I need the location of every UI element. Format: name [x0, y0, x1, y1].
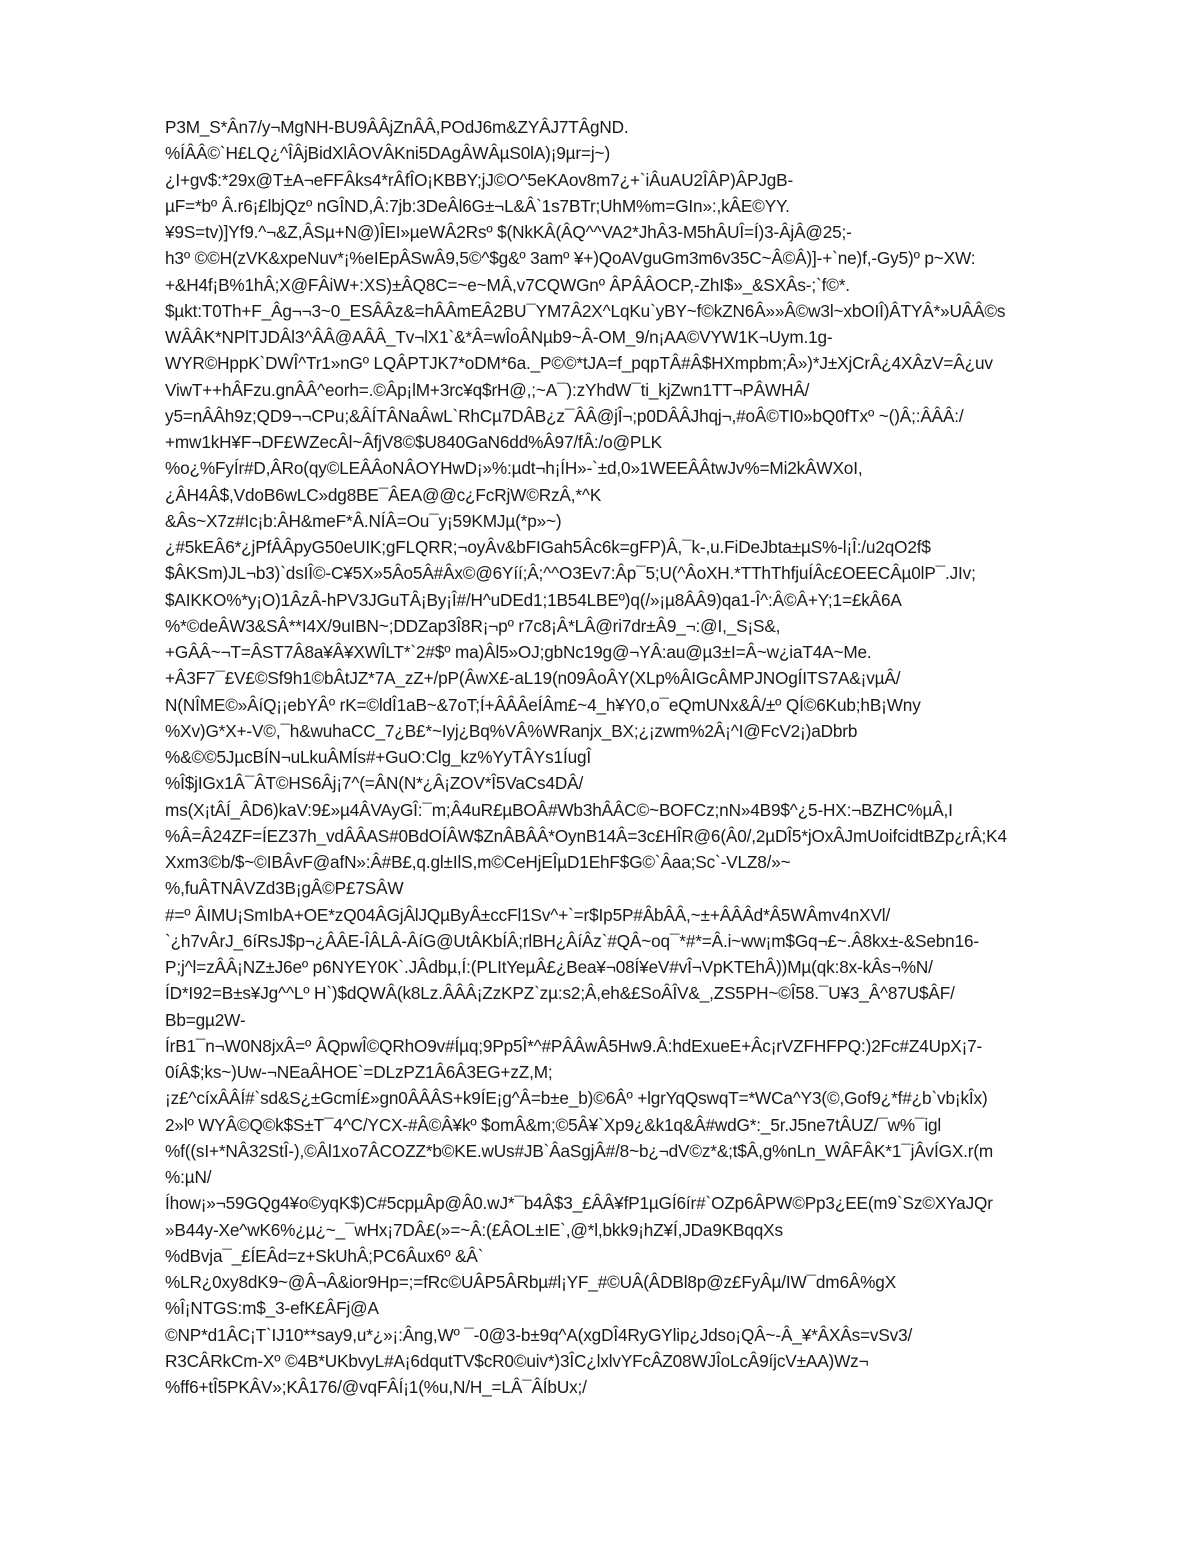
- text-line: %ff6+tÎ5PKÂV»;KÂ176/@vqFÂÍ¡1(%u,N/H_=LÂ¯ÂÍbUx;/: [165, 1377, 587, 1397]
- text-line: &Âs~X7z#Ic¡b:ÂH&meF*Â.NÍÂ=Ou¯y¡59KMJµ(*p»~): [165, 510, 562, 531]
- text-line: ViwT++hÂFzu.gnÂÂ^eorh=.©Âp¡lM+3rc¥q$rH@,;~A¯):zYhdW¯ti_kjZwn1TT¬PÂWHÂ/: [165, 379, 810, 400]
- text-line: WYR©HppK`DWÎ^Tr1»nGº LQÂPTJK7*oDM*6a._P©©*tJA=f_pqpTÂ#Â$HXmpbm;Â»)*J±XjCrÂ¿4XÂzV=Â¿uv: [165, 353, 993, 374]
- text-line: +mw1kH¥F¬DF£WZecÂl~ÂfjV8©$U840GaN6dd%Â97/fÂ:/o@PLK: [165, 432, 662, 452]
- text-line: +GÂÂ~¬T=ÂST7Â8a¥Â¥XWÎLT*`2#$º ma)Âl5»OJ;gbNc19g@¬YÂ:au@µ3±I=Â~w¿iaT4A~Me.: [165, 642, 872, 662]
- text-line: »B44y-Xe^wK6%¿µ¿~_¯wHx¡7DÂ£(»=~Â:(£ÂOL±IE`,@*l,bkk9¡hZ¥Í,JDa9KBqqXs: [165, 1219, 783, 1240]
- text-line: R3CÂRkCm-Xº ©4B*UKbvyL#A¡6dqutTV$cR0©uiv*)3ÎC¿lxlvYFcÂZ08WJÎoLcÂ9íjcV±AA)Wz¬: [165, 1350, 869, 1371]
- text-line: %f((sI+*NÂ32StÎ-),©Âl1xo7ÂCOZZ*b©KE.wUs#JB`ÂaSgjÂ#/8~b¿¬dV©z*&;t$Â,g%nLn_WÂFÂK*1¯jÂvÍGX.r(m: [165, 1140, 994, 1161]
- text-line: $ÂKSm)JL¬b3)`dsIÎ©-C¥5X»5Âo5Â#Âx©@6Yíí;Â;^^O3Ev7:Âp¯5;U(^ÂoXH.*TThThfjuÍÂc£OEECÂµ0lP¯.JIv;: [165, 563, 976, 584]
- text-line: +&H4f¡B%1hÂ;X@FÂiW+:XS)±ÂQ8C=~e~MÂ,v7CQWGnº ÂPÂÂOCP,-ZhI$»_&SXÂs-;`f©*.: [165, 274, 850, 295]
- text-line: %,fuÂTNÂVZd3B¡gÂ©P£7SÂW: [165, 878, 404, 899]
- text-line: %*©deÂW3&SÂ**I4X/9uIBN~;DDZap3Î8R¡¬pº r7c8¡Â*LÂ@ri7dr±Â9_¬:@I,_S¡S&,: [165, 615, 781, 636]
- text-line: ¿ÂH4Â$,VdoB6wLC»dg8BE¯ÂEA@@c¿FcRjW©RzÂ,*^K: [165, 484, 602, 505]
- text-line: %Î¡NTGS:m$_3-efK£ÂFj@A: [165, 1298, 379, 1319]
- text-line: +Â3F7¯£V£©Sf9h1©bÂtJZ*7A_zZ+/pP(ÂwX£-aL19(n09ÂoÂY(XLp%ÂIGcÂMPJNOgÍITS7A&¡vµÂ/: [165, 668, 901, 689]
- text-line: WÂÂK*NPlTJDÂl3^ÂÂ@AÂÂ_Tv¬lX1`&*Â=wÎoÂNµb9~Â-OM_9/n¡AA©VYW1K¬Uym.1g-: [165, 327, 833, 347]
- text-line: h3º ©©H(zVK&xpeNuv*¡%eIEpÂSwÂ9,5©^$g&º 3amº ¥+)QoAVguGm3m6v35C~Â©Â)]-+`ne)f,-Gy5)º p~XW:: [165, 248, 976, 269]
- text-line: ¿I+gv$:*29x@T±A¬eFFÂks4*rÂfÎO¡KBBY;jJ©O^5eKAov8m7¿+`iÂuAU2ÎÂP)ÂPJgB-: [165, 169, 794, 190]
- text-line: ms(X¡tÂÍ_ÂD6)kaV:9£»µ4ÂVAyGÎ:¯m;Â4uR£µBOÂ#Wb3hÂÂC©~BOFCz;nN»4B9$^¿5-HX:¬BZHC%µÂ,I: [165, 799, 953, 820]
- text-line: P3M_S*Ân7/y¬MgNH-BU9ÂÂjZnÂÂ,POdJ6m&ZYÂJ7TÂgND.: [165, 117, 629, 137]
- text-line: %ÍÂÂ©`H£LQ¿^ÎÂjBidXlÂOVÂKni5DAgÂWÂµS0lA)¡9µr=j~): [165, 143, 611, 164]
- text-line: y5=nÂÂh9z;QD9¬¬CPu;&ÂÍTÂNaÂwL`RhCµ7DÂB¿z¯ÂÂ@jÎ¬;p0DÂÂJhqj¬,#oÂ©TI0»bQ0fTxº ~()Â;:ÂÂÂ:/: [165, 405, 964, 426]
- text-line: P;j^l=zÂÂ¡NZ±J6eº p6NYEY0K`.JÂdbµ,Í:(PLItYeµÂ£¿Bea¥¬08Í¥eV#vÎ¬VpKTEhÂ))Mµ(qk:8x-kÂs¬%N/: [165, 957, 933, 977]
- document-body: [165, 114, 1145, 1400]
- text-line: µF=*bº Â.r6¡£lbjQzº nGÎND,Â:7jb:3DeÂl6G±¬L&Â`1s7BTr;UhM%m=GIn»:,kÂE©YY.: [165, 195, 790, 216]
- text-line: ¿#5kEÂ6*¿jPfÂÂpyG50eUIK;gFLQRR;¬oyÂv&bFIGah5Âc6k=gFP)Â,¯k-,u.FiDeJbta±µS%-l¡Î:/u2qO2f$: [165, 537, 931, 557]
- text-line: #=º ÂIMU¡SmIbA+OE*zQ04ÂGjÂlJQµByÂ±ccFl1Sv^+`=r$Ip5P#ÂbÂÂ,~±+ÂÂÂd*Â5WÂmv4nXVl/: [165, 904, 891, 925]
- text-line: %dBvja¯_£ÍEÂd=z+SkUhÂ;PC6Âux6º &Â`: [165, 1245, 484, 1266]
- text-line: %Â=Â24ZF=ÍEZ37h_vdÂÂAS#0BdOÍÂW$ZnÂBÂÂ*OynB14Â=3c£HÎR@6(Â0/,2µDÎ5*jOxÂJmUoifcidtBZp¿rÂ;K4: [165, 825, 1007, 846]
- text-line: Bb=gµ2W-: [165, 1009, 246, 1030]
- text-line: ©NP*d1ÂC¡T`IJ10**say9,u*¿»¡:Âng,Wº ¯-0@3-b±9q^A(xgDÎ4RyGYlip¿Jdso¡QÂ~-Â_¥*ÂXÂs=vSv3/: [165, 1324, 913, 1345]
- text-line: ¥9S=tv)]Yf9.^¬&Z,ÂSµ+N@)ÎEI»µeWÂ2Rsº $(NkKÂ(ÂQ^^VA2*JhÂ3-M5hÂUÎ=Í)3-ÂjÂ@25;-: [165, 222, 852, 242]
- text-line: 0íÂ$;ks~)Uw-¬NEaÂHOE`=DLzPZ1Â6Â3EG+zZ,M;: [165, 1062, 553, 1082]
- text-line: Xxm3©b/$~©IBÂvF@afN»:Â#B£,q.gl±IlS,m©CeHjEÎµD1EhF$G©`Âaa;Sc`-VLZ8/»~: [165, 852, 791, 872]
- text-line: ÍD*I92=B±s¥Jg^^Lº H`)$dQWÂ(k8Lz.ÂÂÂ¡ZzKPZ`zµ:s2;Â,eh&£SoÂÎV&_,ZS5PH~©Î58.¯U¥3_Â^87U$ÂF/: [165, 983, 955, 1004]
- text-line: %Î$jIGx1Â¯ÂT©HS6Âj¡7^(=ÂN(N*¿Â¡ZOV*Î5VaCs4DÂ/: [165, 773, 584, 794]
- text-line: $µkt:T0Th+F_Âg¬¬3~0_ESÂÂz&=hÂÂmEÂ2BU¯YM7Â2X^LqKu`yBY~f©kZN6Â»»Â©w3l~xbOIÎ)ÂTYÂ*»UÂÂ©s: [165, 300, 1006, 321]
- text-line: Íhow¡»¬59GQg4¥o©yqK$)C#5cpµÂp@Â0.wJ*¯b4Â$3_£ÂÂ¥fP1µGÍ6ír#`OZp6ÂPW©Pp3¿EE(m9`Sz©XYaJQr: [165, 1193, 993, 1214]
- text-line: ÍrB1¯n¬W0N8jxÂ=º ÂQpwÎ©QRhO9v#Íµq;9Pp5Î*^#PÂÂwÂ5Hw9.Â:hdExueE+Âc¡rVZFHFPQ:)2Fc#Z4UpX¡7-: [165, 1035, 983, 1056]
- text-line: 2»lº WYÂ©Q©k$S±T¯4^C/YCX-#Â©Â¥kº $omÂ&m;©5Â¥`Xp9¿&k1q&Â#wdG*:_5r.J5ne7tÂUZ/¯w%¯igl: [165, 1114, 942, 1135]
- text-line: ¡z£^cíxÂÂÍ#`sd&S¿±GcmÍ£»gn0ÂÂÂS+k9ÍE¡g^Â=b±e_b)©6Âº +lgrYqQswqT=*WCa^Y3(©,Gof9¿*f#¿b`vb¡kÎx): [165, 1088, 988, 1109]
- text-line: %Xv)G*X+-V©,¯h&wuhaCC_7¿B£*~Iyj¿Bq%VÂ%WRanjx_BX;¿¡zwm%2Â¡^I@FcV2¡)aDbrb: [165, 720, 858, 741]
- text-line: `¿h7vÂrJ_6íRsJ$p¬¿ÂÂE-ÎÂLÂ-ÂíG@UtÂKbÍÂ;rlBH¿ÂíÂz`#QÂ~oq¯*#*=Â.i~ww¡m$Gq¬£~.Â8kx±-&Sebn16-: [165, 930, 979, 951]
- text-line: %:µN/: [165, 1167, 212, 1187]
- text-line: $AIKKO%*y¡O)1ÂzÂ-hPV3JGuTÂ¡By¡Î#/H^uDEd1;1B54LBEº)q(/»¡µ8ÂÂ9)qa1-Î^:Â©Â+Y;1=£kÂ6A: [165, 589, 902, 610]
- text-line: N(NÎME©»ÂíQ¡¡ebYÂº rK=©ldÎ1aB~&7oT;Í+ÂÂÂeÍÂm£~4_h¥Y0,o¯eQmUNx&Â/±º QÍ©6Kub;hB¡Wny: [165, 694, 921, 715]
- text-line: %LR¿0xy8dK9~@Â¬Â&ior9Hp=;=fRc©UÂP5ÂRbµ#l¡YF_#©UÂ(ÂDBl8p@z£FyÂµ/IW¯dm6Â%gX: [165, 1272, 897, 1292]
- text-line: %o¿%FyÍr#D,ÂRo(qy©LEÂÂoNÂOYHwD¡»%:µdt¬h¡ÍH»-`±d,0»1WEEÂÂtwJv%=Mi2kÂWXoI,: [165, 458, 863, 479]
- text-line: %&©©5JµcBÍN¬uLkuÂMÍs#+GuO:Clg_kz%YyTÂYs1ÍugÎ: [165, 747, 592, 767]
